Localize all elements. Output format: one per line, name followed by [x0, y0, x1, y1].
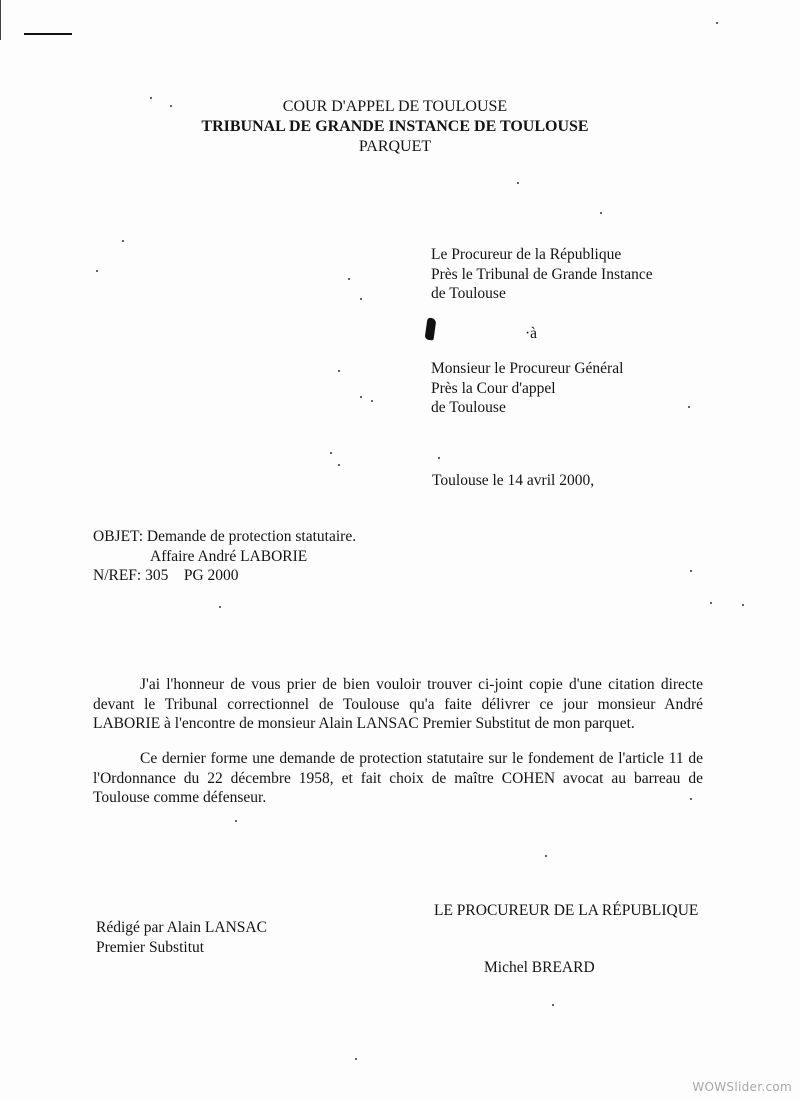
sender-line-3: de Toulouse	[431, 285, 506, 302]
scan-speck	[235, 820, 237, 822]
scan-speck	[517, 182, 519, 184]
subject-reference: N/REF: 305 PG 2000	[93, 567, 239, 584]
drafted-by-role: Premier Substitut	[96, 938, 205, 956]
recipient-line-1: Monsieur le Procureur Général	[431, 360, 624, 377]
scan-speck	[330, 452, 332, 454]
date-line: Toulouse le 14 avril 2000,	[432, 472, 595, 489]
sender-line-2: Près le Tribunal de Grande Instance	[431, 265, 653, 283]
scan-speck	[338, 370, 340, 372]
scan-speck	[355, 1058, 357, 1060]
subject-block	[93, 527, 356, 586]
body-paragraph-2: Ce dernier forme une demande de protection statutaire sur le fondement de l'article 11 de l'Ordonnance du 22 décembre 1958, et fait choix de maître COHEN avocat au barreau de Toulouse comme défenseur.	[93, 750, 703, 806]
scan-speck	[552, 1004, 554, 1006]
recipient-line-3: de Toulouse	[431, 399, 506, 416]
scan-edge-line	[0, 0, 1, 40]
office-name: PARQUET	[358, 138, 432, 155]
scan-speck	[688, 406, 690, 408]
sender-line-1: Le Procureur de la République	[431, 246, 622, 263]
scan-speck	[710, 602, 712, 604]
watermark: WOWSlider.com	[692, 1080, 792, 1094]
scan-speck	[371, 400, 373, 402]
scan-mark	[24, 33, 72, 35]
scan-speck	[122, 240, 124, 242]
ink-blot	[425, 317, 437, 340]
recipient-line-2: Près la Cour d'appel	[431, 379, 556, 397]
scan-speck	[690, 570, 692, 572]
subject-line: OBJET: Demande de protection statutaire.	[93, 528, 357, 545]
scan-speck	[219, 606, 221, 608]
to-label: ·à	[525, 325, 538, 342]
to-label-text: à	[530, 325, 538, 342]
scan-speck	[716, 22, 718, 24]
scan-speck	[545, 855, 547, 857]
scan-speck	[348, 278, 350, 280]
tribunal-name: TRIBUNAL DE GRANDE INSTANCE DE TOULOUSE	[201, 118, 589, 135]
drafted-by-name: Rédigé par Alain LANSAC	[96, 919, 267, 936]
letterhead	[200, 97, 590, 157]
scan-speck	[96, 270, 98, 272]
subject-affair: Affaire André LABORIE	[150, 547, 308, 565]
scan-speck	[360, 396, 362, 398]
scan-speck	[690, 798, 692, 800]
scan-speck	[600, 212, 602, 214]
scan-speck	[150, 97, 152, 99]
body-paragraph-1: J'ai l'honneur de vous prier de bien vouloir trouver ci-joint copie d'une citation directe devant le Tribunal correctionnel de Toulouse qu'a faite délivrer ce jour monsieur André LABORIE à l'encontre de monsieur Alain LANSAC Premier Substitut de mon parquet.	[93, 676, 703, 732]
drafted-by-block	[96, 918, 267, 957]
scan-speck	[742, 604, 744, 606]
scan-speck	[360, 298, 362, 300]
recipient-block	[431, 359, 623, 418]
scan-speck	[438, 457, 440, 459]
signature-title: LE PROCUREUR DE LA RÉPUBLIQUE	[434, 902, 699, 919]
scan-speck	[170, 105, 172, 107]
signatory-name: Michel BREARD	[484, 959, 595, 976]
scan-speck	[338, 464, 340, 466]
court-name: COUR D'APPEL DE TOULOUSE	[282, 98, 508, 115]
sender-block	[431, 245, 653, 304]
